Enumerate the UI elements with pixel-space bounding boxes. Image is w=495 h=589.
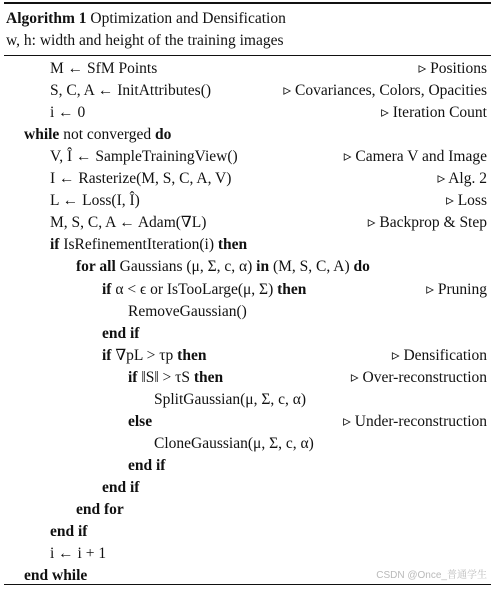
line-comment: ▹ Pruning: [426, 280, 487, 298]
line-code: [50, 190, 140, 212]
line-comment: ▹ Densification: [391, 346, 487, 364]
algorithm-line: [4, 477, 487, 499]
keyword: then: [217, 236, 248, 254]
algorithm-line: [4, 256, 487, 278]
statement: CloneGaussian(μ, Σ, c, α): [154, 434, 314, 452]
line-code: [76, 499, 124, 521]
line-code: [128, 367, 223, 389]
statement: ‖S‖ > τS: [141, 368, 191, 386]
keyword: then: [277, 280, 307, 298]
algorithm-title: Optimization and Densification: [90, 10, 286, 27]
line-code: [128, 411, 152, 433]
keyword: end if: [128, 456, 166, 474]
statement: not converged: [63, 126, 152, 144]
line-comment: ▹ Loss: [446, 192, 487, 210]
line-code: [76, 256, 370, 278]
algorithm-line: [4, 323, 487, 345]
keyword: end if: [102, 324, 140, 342]
statement: i ← 0: [50, 104, 86, 122]
algorithm-line: [4, 102, 487, 124]
line-comment: ▹ Positions: [418, 60, 487, 77]
keyword: do: [155, 126, 172, 144]
statement: SplitGaussian(μ, Σ, c, α): [154, 390, 307, 408]
line-code: [50, 168, 231, 190]
line-code: [50, 146, 238, 168]
keyword: do: [353, 258, 370, 276]
line-code: [50, 234, 247, 256]
algorithm-line: [4, 455, 487, 477]
statement: I ← Rasterize(M, S, C, A, V): [50, 170, 232, 188]
statement: α < ϵ or IsTooLarge(μ, Σ): [115, 280, 274, 298]
keyword: if: [102, 346, 112, 364]
line-code: [102, 323, 139, 345]
line-comment: ▹ Over-reconstruction: [350, 368, 487, 386]
algorithm-line: [4, 389, 487, 411]
line-code: [154, 389, 306, 411]
keyword: end for: [76, 501, 124, 518]
line-comment: ▹ Under-reconstruction: [343, 412, 487, 430]
line-code: [50, 521, 87, 543]
keyword: if: [102, 280, 112, 298]
algorithm-line: [4, 499, 487, 521]
line-code: [50, 102, 85, 124]
algorithm-line: [4, 433, 487, 455]
keyword: then: [193, 368, 224, 386]
keyword: else: [128, 412, 153, 430]
line-code: [128, 301, 247, 323]
statement: i ← i + 1: [50, 545, 107, 563]
caption-rule: [4, 55, 491, 56]
bottom-rule: [4, 584, 491, 585]
line-code: [50, 543, 106, 565]
line-comment: ▹ Alg. 2: [437, 170, 487, 188]
algorithm-line: [4, 367, 487, 389]
keyword: in: [256, 258, 270, 276]
statement: ∇pL > τp: [115, 346, 174, 364]
algorithm-line: [4, 411, 487, 433]
keyword: for all: [76, 258, 116, 276]
algorithm-line: [4, 124, 487, 146]
statement: M, S, C, A ← Adam(∇L): [50, 214, 207, 232]
keyword: end while: [24, 567, 88, 585]
statement: M ← SfM Points: [50, 60, 158, 77]
line-code: [102, 345, 206, 367]
algorithm-line: [4, 279, 487, 301]
line-comment: ▹ Iteration Count: [381, 104, 487, 122]
algorithm-subcaption: w, h: width and height of the training images: [6, 32, 284, 49]
algorithm-line: [4, 168, 487, 190]
algorithm-line: [4, 80, 487, 102]
line-comment: ▹ Covariances, Colors, Opacities: [283, 82, 487, 100]
top-rule: [4, 2, 491, 4]
line-code: [128, 455, 165, 477]
line-code: [50, 58, 157, 80]
statement: L ← Loss(I, Î): [50, 192, 140, 210]
algorithm-line: [4, 146, 487, 168]
statement: V, Î ← SampleTrainingView(): [50, 148, 238, 166]
keyword: if: [50, 236, 60, 254]
algorithm-line: [4, 234, 487, 256]
statement: (M, S, C, A): [272, 258, 350, 276]
line-comment: ▹ Camera V and Image: [343, 148, 487, 166]
algorithm-line: [4, 212, 487, 234]
line-code: [24, 124, 171, 146]
statement: RemoveGaussian(): [128, 302, 247, 320]
statement: IsRefinementIteration(i): [63, 236, 214, 254]
keyword: if: [128, 368, 138, 386]
keyword: end if: [102, 478, 140, 496]
algorithm-line: [4, 345, 487, 367]
algorithm-line: [4, 58, 487, 80]
line-code: [102, 477, 139, 499]
line-code: [102, 279, 306, 301]
algorithm-line: [4, 543, 487, 565]
algorithm-block: [4, 2, 491, 585]
algorithm-line: [4, 521, 487, 543]
statement: S, C, A ← InitAttributes(): [50, 82, 212, 100]
line-comment: ▹ Backprop & Step: [367, 214, 487, 232]
keyword: end if: [50, 523, 88, 541]
watermark: CSDN @Once_普通学生: [376, 570, 487, 581]
line-code: [154, 433, 314, 455]
line-code: [50, 212, 206, 234]
keyword: while: [24, 126, 60, 144]
line-code: [50, 80, 211, 102]
algorithm-line: [4, 190, 487, 212]
algorithm-label: Algorithm 1: [6, 10, 87, 27]
algorithm-caption: [6, 8, 286, 30]
statement: Gaussians (μ, Σ, c, α): [119, 258, 253, 276]
keyword: then: [177, 346, 207, 364]
algorithm-line: [4, 301, 487, 323]
